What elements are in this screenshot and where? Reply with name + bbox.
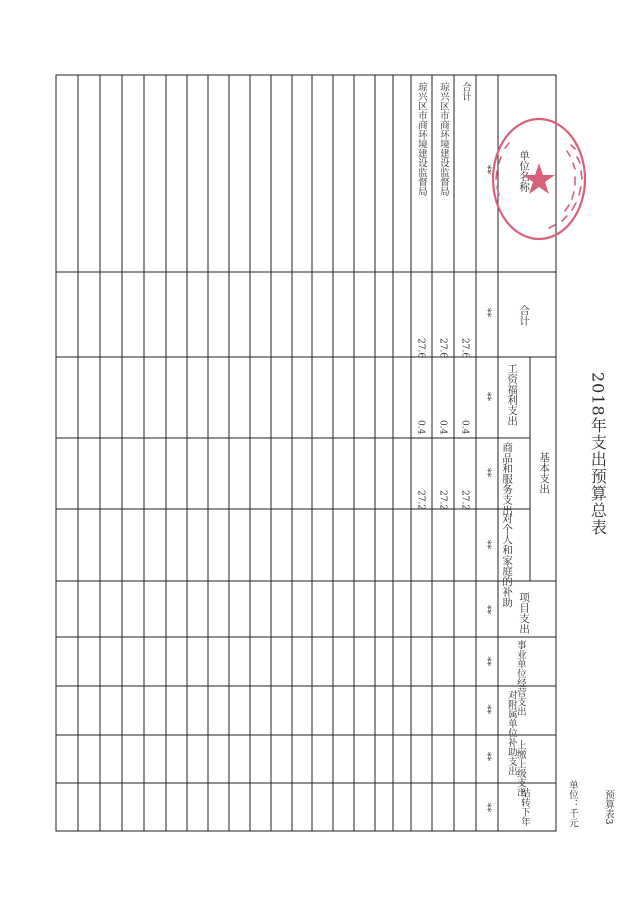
form-code: 预算表3 — [602, 790, 614, 825]
header-carryover: 结转下年 — [518, 788, 530, 826]
document-title: 2018年支出预算总表 — [588, 372, 608, 536]
unit-label: 单位：千元 — [566, 780, 578, 828]
code-cell: ** — [481, 540, 492, 549]
row-unit-goods: 27.2 — [415, 490, 426, 511]
code-cell: ** — [481, 657, 492, 666]
row-total-name: 合计 — [459, 82, 471, 101]
row-total-wages: 0.4 — [459, 420, 470, 435]
code-cell: ** — [481, 705, 492, 714]
row-unit-name: 琼兴区市商环境建设监督局 — [437, 82, 449, 196]
row-unit-amount: 27.6 — [415, 338, 426, 359]
code-cell: ** — [481, 468, 492, 477]
code-cell: ** — [481, 605, 492, 614]
row-unit-wages: 0.4 — [437, 420, 448, 435]
code-cell: ** — [481, 165, 492, 174]
header-goods-services: 商品和服务支出 — [501, 442, 514, 516]
header-unit-name: 单位名称 — [518, 150, 531, 192]
code-cell: ** — [481, 308, 492, 317]
row-total-amount: 27.6 — [459, 338, 470, 359]
code-cell: ** — [481, 752, 492, 761]
row-unit-amount: 27.6 — [437, 338, 448, 359]
header-basic-expenditure: 基本支出 — [538, 452, 551, 494]
code-cell: ** — [481, 392, 492, 401]
seal-star-icon — [523, 163, 555, 194]
header-subordinate: 对附属单位补助支出 — [505, 690, 517, 776]
row-total-goods: 27.2 — [459, 490, 470, 511]
official-seal — [489, 115, 589, 243]
header-superior: 上缴上级支出 — [514, 740, 526, 797]
row-unit-goods: 27.2 — [437, 490, 448, 511]
row-unit-name: 琼兴区市商环境建设监督局 — [415, 82, 427, 196]
header-project: 项目支出 — [518, 592, 531, 634]
row-unit-wages: 0.4 — [415, 420, 426, 435]
header-enterprise: 事业单位经营支出 — [514, 640, 526, 716]
header-individuals: 对个人和家庭的补助 — [501, 513, 514, 608]
header-wages: 工资福利支出 — [506, 363, 519, 426]
header-total: 合计 — [518, 305, 531, 326]
code-cell: ** — [481, 803, 492, 812]
